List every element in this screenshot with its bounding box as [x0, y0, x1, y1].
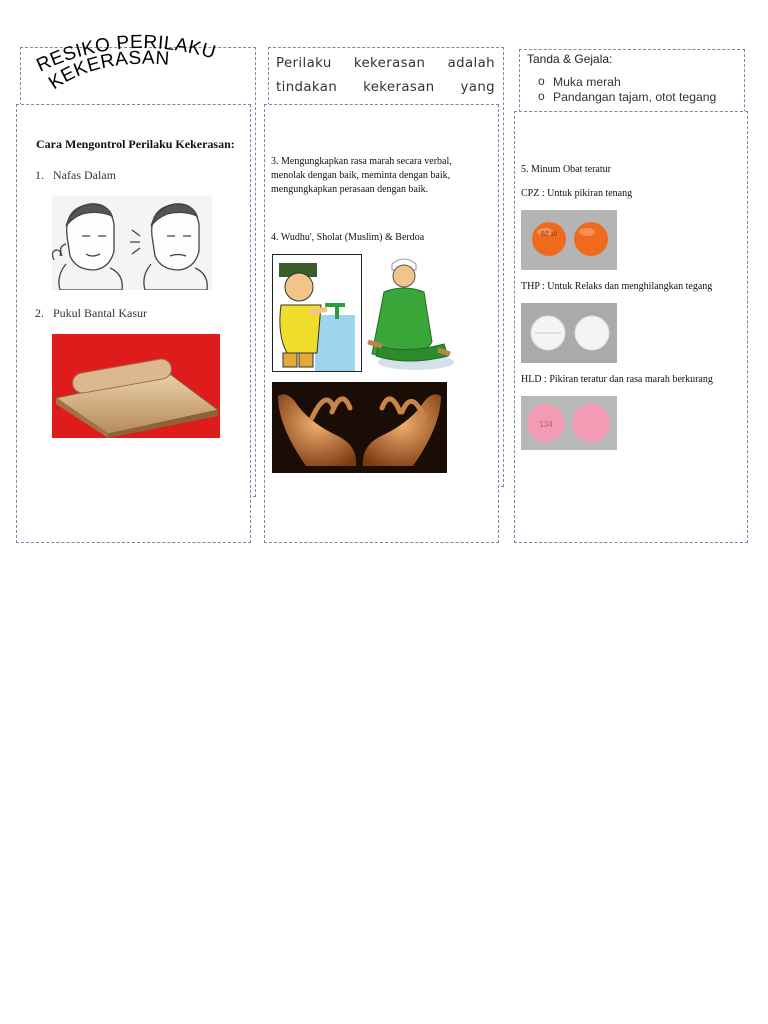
cpz-pill-imprint: BZ 10 [540, 232, 557, 238]
med-thp-text: THP : Untuk Relaks dan menghilangkan tegang [521, 281, 713, 292]
hld-pill-photo [521, 396, 617, 450]
step-4-text: 4. Wudhu', Sholat (Muslim) & Berdoa [271, 232, 425, 243]
control-item-number: 2. [35, 306, 44, 320]
hld-pill-imprint: 134 [539, 420, 553, 429]
prayer-hands-photo [272, 382, 447, 473]
control-item-label: Pukul Bantal Kasur [53, 306, 147, 320]
thp-pill-photo [521, 303, 617, 363]
signs-item: o Pandangan tajam, otot tegang [527, 90, 742, 105]
wudhu-illustration [272, 254, 362, 372]
control-item-number: 1. [35, 168, 44, 182]
med-cpz-text: CPZ : Untuk pikiran tenang [521, 188, 633, 199]
control-item-label: Nafas Dalam [53, 168, 116, 182]
title-line-2: KEKERASAN [45, 47, 171, 95]
signs-item: o Muka merah [527, 75, 742, 90]
control-item-2 [35, 306, 147, 321]
signs-list [527, 75, 742, 105]
cpz-pill-photo [521, 210, 617, 270]
intro-paragraph: Perilaku kekerasan adalah tindakan kekerasan yang [276, 56, 495, 95]
control-item-1 [35, 168, 116, 183]
signs-section [527, 52, 742, 105]
brochure-title [30, 28, 250, 98]
step-3-text: 3. Mengungkapkan rasa marah secara verbal, menolak dengan baik, meminta dengan baik, mengungkapkan perasaan dengan baik. [271, 156, 452, 195]
pillow-mattress-photo [52, 334, 220, 438]
step-5-text: 5. Minum Obat teratur [521, 164, 611, 175]
title-line-1: RESIKO PERILAKU [33, 31, 219, 77]
control-heading: Cara Mengontrol Perilaku Kekerasan: [36, 137, 235, 151]
med-hld-text: HLD : Pikiran teratur dan rasa marah berkurang [521, 374, 713, 385]
deep-breath-illustration [52, 196, 212, 290]
signs-heading: Tanda & Gejala: [527, 52, 613, 66]
sholat-illustration [364, 254, 454, 372]
